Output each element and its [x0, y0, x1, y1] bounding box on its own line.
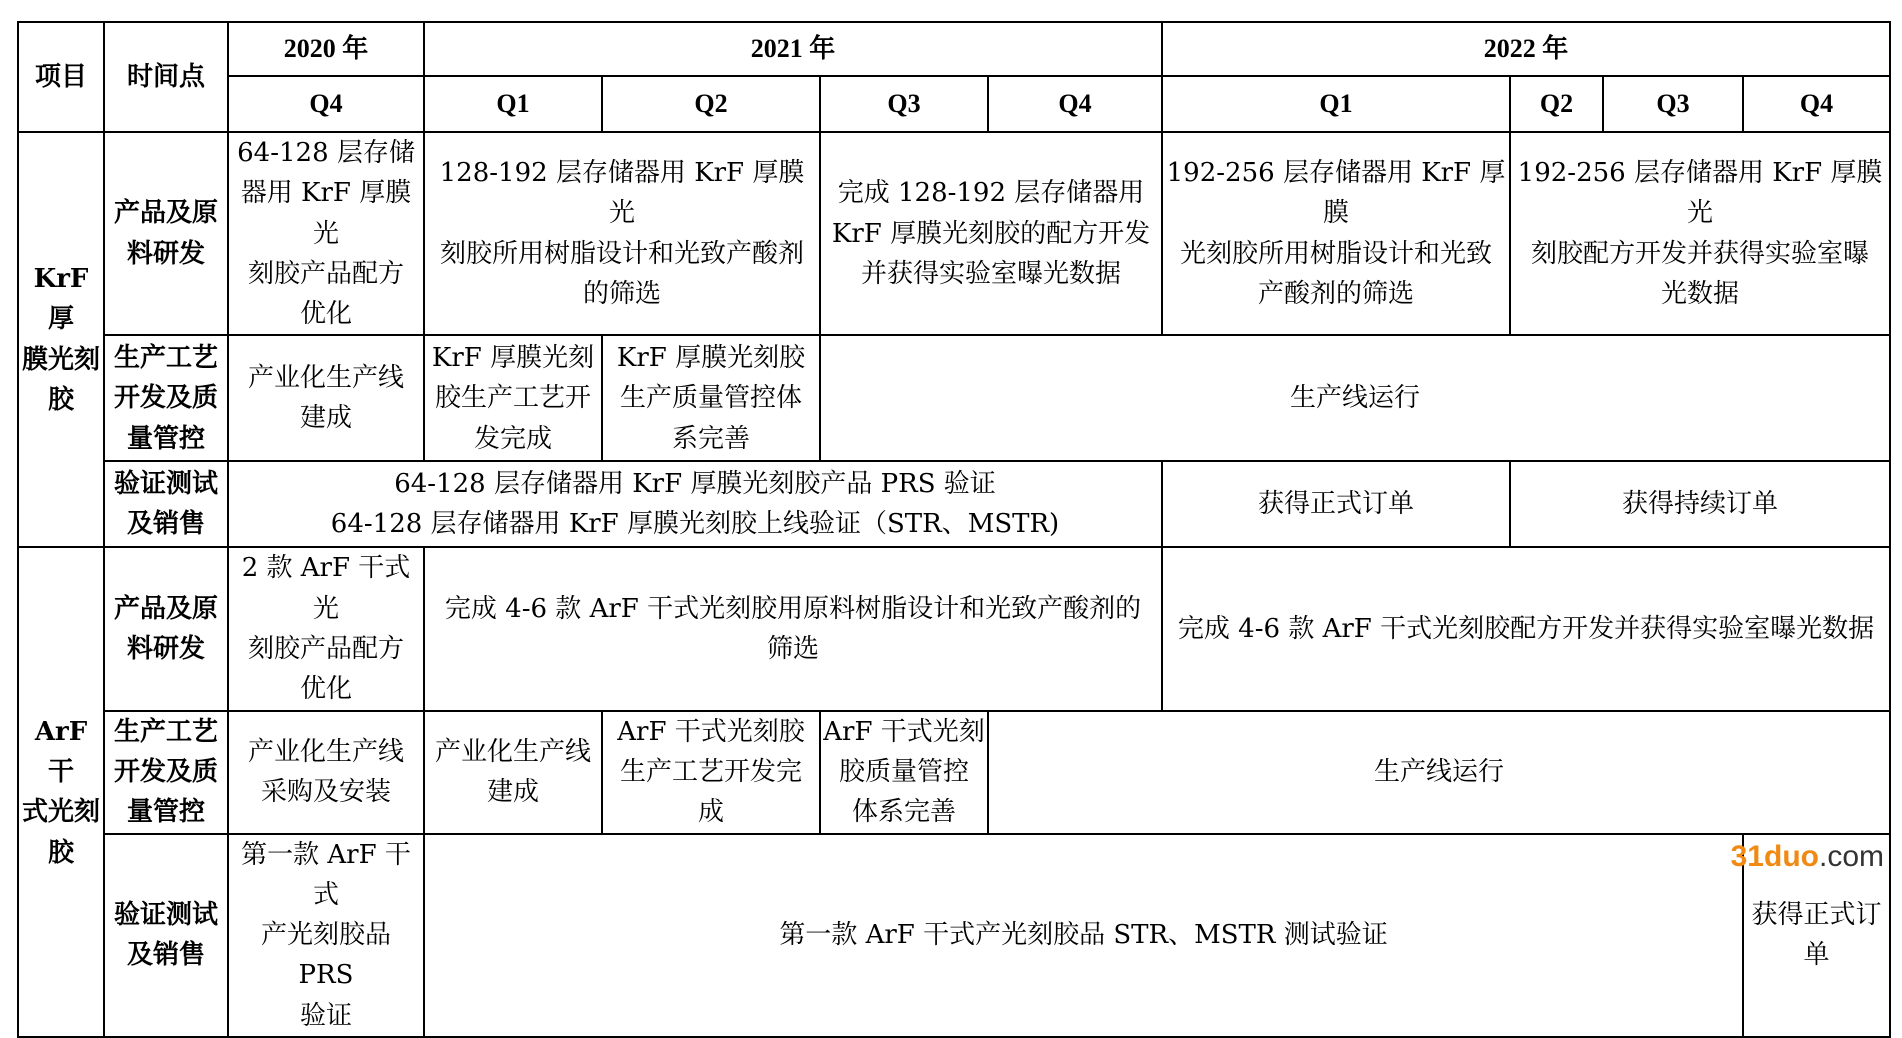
- quarter-2020-q4: Q4: [228, 76, 424, 132]
- quarter-2021-q1: Q1: [424, 76, 602, 132]
- krf-prod-2021q1: KrF 厚膜光刻 胶生产工艺开 发完成: [424, 335, 602, 461]
- header-row-quarters: [18, 76, 1890, 132]
- arf-val-2020q4: 第一款 ArF 干式 产光刻胶品 PRS 验证: [228, 834, 424, 1037]
- krf-rnd-2021h1: 128-192 层存储器用 KrF 厚膜光 刻胶所用树脂设计和光致产酸剂 的筛选: [424, 132, 820, 335]
- arf-rnd-label: 产品及原 料研发: [104, 547, 228, 710]
- arf-val-middle: 第一款 ArF 干式产光刻胶品 STR、MSTR 测试验证: [424, 834, 1743, 1037]
- quarter-2021-q2: Q2: [602, 76, 820, 132]
- arf-item-cell: ArF 干 式光刻 胶: [18, 547, 104, 1037]
- year-2021: 2021 年: [424, 22, 1162, 76]
- arf-rnd-row: [18, 547, 1890, 710]
- arf-prod-2021q3: ArF 干式光刻 胶质量管控 体系完善: [820, 711, 988, 834]
- quarter-2021-q3: Q3: [820, 76, 988, 132]
- krf-rnd-2022q1: 192-256 层存储器用 KrF 厚膜 光刻胶所用树脂设计和光致 产酸剂的筛选: [1162, 132, 1510, 335]
- arf-prod-rest: 生产线运行: [988, 711, 1890, 834]
- krf-prod-2020q4: 产业化生产线 建成: [228, 335, 424, 461]
- arf-prod-2021q1: 产业化生产线 建成: [424, 711, 602, 834]
- krf-rnd-2021h2: 完成 128-192 层存储器用 KrF 厚膜光刻胶的配方开发 并获得实验室曝光数据: [820, 132, 1162, 335]
- krf-rnd-2020q4: 64-128 层存储 器用 KrF 厚膜光 刻胶产品配方 优化: [228, 132, 424, 335]
- quarter-2022-q4: Q4: [1743, 76, 1890, 132]
- quarter-2022-q2: Q2: [1510, 76, 1603, 132]
- year-2022: 2022 年: [1162, 22, 1890, 76]
- arf-prod-label: 生产工艺 开发及质 量管控: [104, 711, 228, 834]
- quarter-2022-q3: Q3: [1603, 76, 1743, 132]
- arf-rnd-2020q4: 2 款 ArF 干式光 刻胶产品配方 优化: [228, 547, 424, 710]
- krf-item-cell: KrF 厚 膜光刻 胶: [18, 132, 104, 547]
- arf-val-2022q4: 获得正式订单: [1743, 834, 1890, 1037]
- krf-rnd-label: 产品及原 料研发: [104, 132, 228, 335]
- krf-val-label: 验证测试 及销售: [104, 461, 228, 547]
- krf-rnd-2022q2q4: 192-256 层存储器用 KrF 厚膜光 刻胶配方开发并获得实验室曝 光数据: [1510, 132, 1890, 335]
- quarter-2022-q1: Q1: [1162, 76, 1510, 132]
- item-header: 项目: [18, 22, 104, 132]
- krf-val-2022q1: 获得正式订单: [1162, 461, 1510, 547]
- arf-prod-row: [18, 711, 1890, 834]
- krf-prod-rest: 生产线运行: [820, 335, 1890, 461]
- krf-prod-row: [18, 335, 1890, 461]
- arf-rnd-2022: 完成 4-6 款 ArF 干式光刻胶配方开发并获得实验室曝光数据: [1162, 547, 1890, 710]
- krf-prod-2021q2: KrF 厚膜光刻胶 生产质量管控体 系完善: [602, 335, 820, 461]
- arf-rnd-2021: 完成 4-6 款 ArF 干式光刻胶用原料树脂设计和光致产酸剂的 筛选: [424, 547, 1162, 710]
- krf-val-row: [18, 461, 1890, 547]
- roadmap-table: [17, 21, 1891, 1038]
- site-watermark-logo: 31duo.com: [1730, 840, 1884, 873]
- year-2020: 2020 年: [228, 22, 424, 76]
- krf-rnd-row: [18, 132, 1890, 335]
- arf-val-row: [18, 834, 1890, 1037]
- quarter-2021-q4: Q4: [988, 76, 1162, 132]
- arf-prod-2021q2: ArF 干式光刻胶 生产工艺开发完 成: [602, 711, 820, 834]
- krf-val-through-2021: 64-128 层存储器用 KrF 厚膜光刻胶产品 PRS 验证 64-128 层存储器用 KrF 厚膜光刻胶上线验证（STR、MSTR): [228, 461, 1162, 547]
- time-header: 时间点: [104, 22, 228, 132]
- arf-val-label: 验证测试 及销售: [104, 834, 228, 1037]
- header-row-years: [18, 22, 1890, 76]
- krf-val-2022q2q4: 获得持续订单: [1510, 461, 1890, 547]
- arf-prod-2020q4: 产业化生产线 采购及安装: [228, 711, 424, 834]
- krf-prod-label: 生产工艺 开发及质 量管控: [104, 335, 228, 461]
